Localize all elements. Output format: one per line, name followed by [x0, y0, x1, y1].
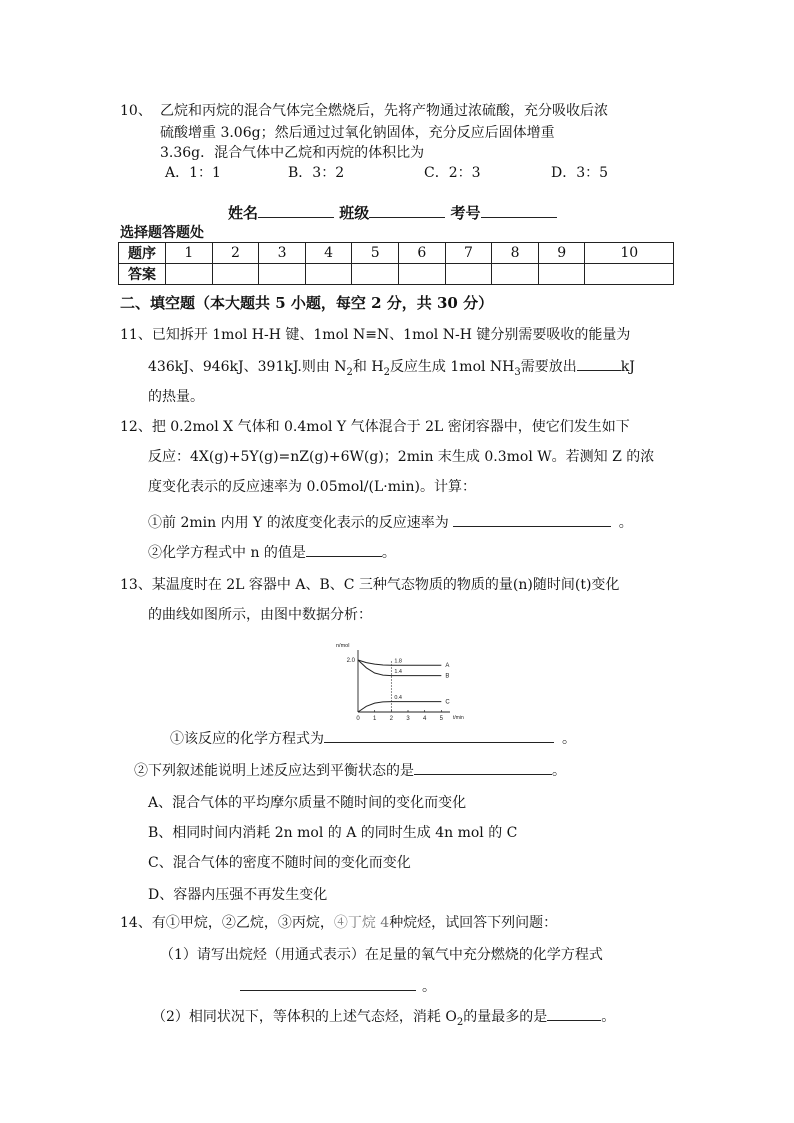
series-line-c: [358, 702, 441, 712]
question-number-cell: 4: [305, 243, 352, 264]
value-annotation: 1.4: [394, 669, 402, 676]
q11-line2: 436kJ、946kJ、391kJ.则由 $N_2$和 $H_2$反应生成 1mol $NH_3$需要放出 kJ: [148, 356, 635, 378]
question-number-cell: 8: [492, 243, 539, 264]
q14-sub1-blank[interactable]: [240, 976, 416, 991]
q14-line1-part: 种烷烃，试回答下列问题：: [389, 915, 558, 931]
q14-sub1-end: 。: [422, 979, 436, 995]
class-field[interactable]: [369, 203, 445, 218]
answer-cell[interactable]: [492, 264, 539, 285]
question-number-cell: 5: [352, 243, 399, 264]
x-tick-label: 1: [372, 716, 377, 722]
q12-sub1-blank[interactable]: [453, 512, 611, 527]
q12-line1: 12、把 0.2mol X 气体和 0.4mol Y 气体混合于 2L 密闭容器中，使它们发生如下: [120, 419, 630, 435]
q11-line1: 11、已知拆开 1mol H-H 键、1mol N≡N、1mol N-H 键分别需要吸收的能量为: [120, 327, 631, 343]
q12-line3: 度变化表示的反应速率为 0.05mol/(L·min)。计算：: [148, 479, 476, 495]
q13-sub1-end: 。: [562, 731, 576, 747]
answer-cell[interactable]: [352, 264, 399, 285]
q14-sub2-blank[interactable]: [547, 1006, 601, 1021]
q11-line2-part: 和 H: [352, 359, 384, 375]
q14-sub2: （2）相同状况下，等体积的上述气态烃，消耗 $O_2$的量最多的是 。: [152, 1006, 615, 1028]
value-annotation: 1.8: [394, 658, 402, 665]
question-number-cell: 1: [166, 243, 213, 264]
answer-cell[interactable]: [585, 264, 674, 285]
answer-cell[interactable]: [259, 264, 306, 285]
student-info-line: [228, 202, 557, 223]
q14-sub1: （1）请写出烷烃（用通式表示）在足量的氧气中充分燃烧的化学方程式: [160, 947, 603, 963]
series-label-b: B: [445, 673, 450, 680]
q13-sub1-blank[interactable]: [324, 728, 554, 743]
q13-option-d: D、容器内压强不再发生变化: [148, 887, 328, 903]
q13-option-c: C、混合气体的密度不随时间的变化而变化: [148, 855, 411, 871]
exam-number-field[interactable]: [481, 203, 557, 218]
q12-sub1: [148, 512, 633, 532]
q12-sub2: [148, 542, 396, 562]
answer-table: [118, 242, 674, 285]
series-label-c: C: [445, 699, 450, 706]
answer-area-title: 选择题答题处: [120, 225, 204, 241]
q11-line2-part: 436kJ、946kJ、391kJ.则由 N: [148, 359, 347, 375]
section2-title: 二、填空题（本大题共 5 小题，每空 2 分，共 30 分）: [120, 294, 494, 312]
q14-sub2-text: 的量最多的是: [463, 1009, 548, 1025]
q12-sub1-text: ①前 2min 内用 Y 的浓度变化表示的反应速率为: [148, 515, 449, 531]
q13-option-b: B、相同时间内消耗 2n mol 的 A 的同时生成 4n mol 的 C: [148, 825, 518, 841]
amount-vs-time-chart: [332, 640, 464, 724]
question-number-cell: 6: [399, 243, 446, 264]
q11-answer-blank[interactable]: [577, 356, 621, 371]
row-header-label: 题序: [119, 243, 166, 264]
q10-line1: 乙烷和丙烷的混合气体完全燃烧后，先将产物通过浓硫酸，充分吸收后浓: [160, 103, 608, 119]
q12-sub2-end: 。: [381, 545, 396, 561]
q10-option-c: C．2：3: [424, 165, 481, 181]
q13-sub2-blank[interactable]: [414, 760, 552, 775]
q11-unit: kJ: [620, 359, 635, 375]
answer-cell[interactable]: [399, 264, 446, 285]
answer-cell[interactable]: [445, 264, 492, 285]
q14-sub2-text: （2）相同状况下，等体积的上述气态烃，消耗 O: [152, 1009, 457, 1025]
answer-header-label: 答案: [119, 264, 166, 285]
question-number-cell: 10: [585, 243, 674, 264]
q14-sub2-end: 。: [601, 1009, 616, 1025]
q10-line3: 3.36g．混合气体中乙烷和丙烷的体积比为: [160, 145, 425, 161]
series-label-a: A: [445, 663, 450, 670]
x-axis-label: t/min: [453, 715, 464, 721]
q14-line1: [120, 912, 557, 932]
q12-line2: 反应：4X(g)+5Y(g)=nZ(g)+6W(g)；2min 末生成 0.3mol W。若测知 Z 的浓: [148, 449, 655, 465]
q11-line2-part: 反应生成 1mol NH: [389, 359, 515, 375]
q14-line1-part: 14、有①甲烷，②乙烷，③丙烷，: [120, 915, 334, 931]
q10-option-b: B．3：2: [288, 165, 345, 181]
q13-sub2-text: ②下列叙述能说明上述反应达到平衡状态的是: [134, 763, 414, 779]
class-label: 班级: [339, 204, 370, 222]
q14-line1-part-gray: ④丁烷 4: [333, 915, 390, 931]
q10-option-d: D．3：5: [551, 165, 609, 181]
x-tick-label: 4: [422, 716, 427, 722]
q13-sub2-end: 。: [552, 763, 566, 779]
answer-cell[interactable]: [212, 264, 259, 285]
q14-sub1-answer: [240, 976, 436, 996]
q10-option-a: A．1：1: [165, 165, 221, 181]
question-number-cell: 2: [212, 243, 259, 264]
q11-line2-part: 需要放出: [520, 359, 577, 375]
value-annotation: 0.4: [394, 695, 402, 702]
exam-number-label: 考号: [450, 204, 481, 222]
q12-sub1-end: 。: [618, 515, 633, 531]
q13-sub2: [134, 760, 566, 780]
q13-line2: 的曲线如图所示，由图中数据分析：: [148, 607, 372, 623]
name-label: 姓名: [228, 204, 259, 222]
x-tick-label: 0: [356, 716, 360, 722]
q13-sub1: [170, 728, 576, 748]
question-number-cell: 9: [538, 243, 585, 264]
question-number-cell: 7: [445, 243, 492, 264]
q10-number: 10、: [120, 103, 152, 119]
y-axis-label: n/mol: [336, 643, 350, 649]
q11-line3: 的热量。: [148, 389, 204, 405]
name-field[interactable]: [258, 203, 334, 218]
x-tick-label: 2: [389, 716, 394, 722]
q12-sub2-blank[interactable]: [306, 542, 382, 557]
answer-cell[interactable]: [538, 264, 585, 285]
q13-line1: 13、某温度时在 2L 容器中 A、B、C 三种气态物质的物质的量(n)随时间(t)变化: [120, 577, 620, 593]
x-tick-label: 5: [439, 716, 444, 722]
y-tick-label: 2.0: [346, 658, 355, 664]
answer-table-answer-row: [119, 264, 674, 285]
q10-line2: 硫酸增重 3.06g；然后通过过氧化钠固体，充分反应后固体增重: [160, 125, 555, 141]
q12-sub2-text: ②化学方程式中 n 的值是: [148, 545, 306, 561]
x-tick-label: 3: [406, 716, 410, 722]
q13-sub1-text: ①该反应的化学方程式为: [170, 731, 324, 747]
answer-cell[interactable]: [305, 264, 352, 285]
q13-option-a: A、混合气体的平均摩尔质量不随时间的变化而变化: [148, 795, 467, 811]
answer-table-number-row: [119, 243, 674, 264]
answer-cell[interactable]: [166, 264, 213, 285]
question-number-cell: 3: [259, 243, 306, 264]
